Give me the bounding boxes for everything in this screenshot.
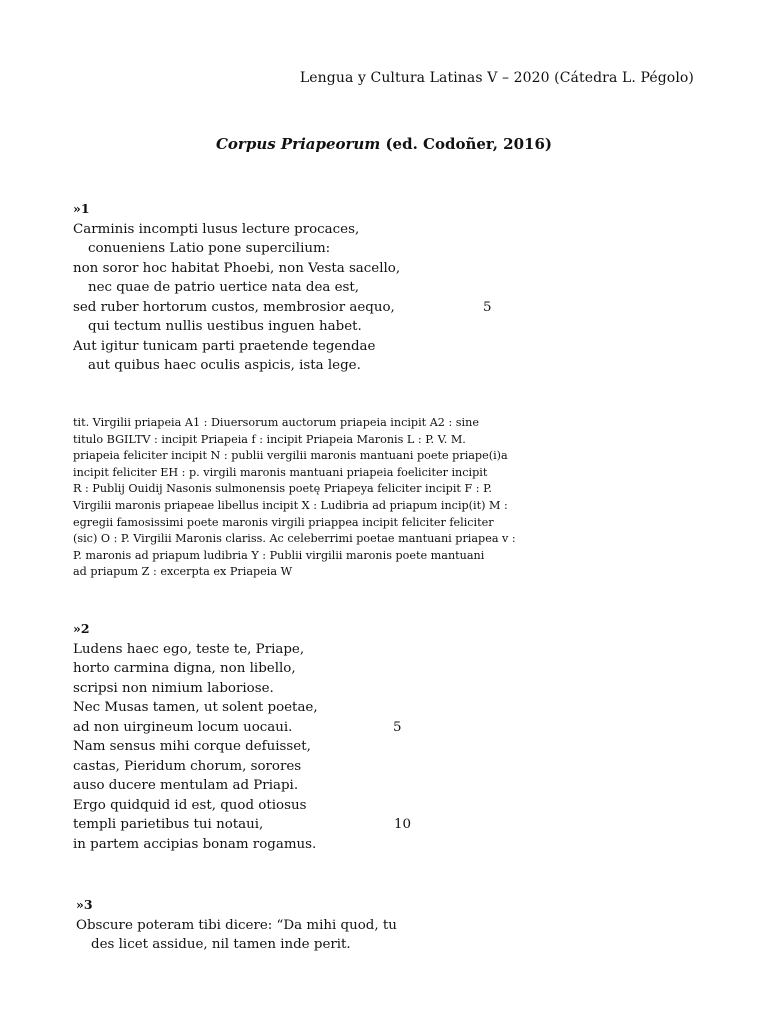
verse-text: horto carmina digna, non libello, — [73, 661, 296, 676]
apparatus-line: (sic) O : P. Virgilii Maronis clariss. Ac celeberrimi poetae mantuani priapea v : — [73, 532, 516, 546]
verse-text: qui tectum nullis uestibus inguen habet. — [88, 319, 362, 334]
verse-text: in partem accipias bonam rogamus. — [73, 836, 317, 852]
verse-line — [73, 679, 318, 699]
verse-line — [73, 835, 318, 855]
verse-line — [73, 659, 318, 679]
apparatus-line: R : Publij Ouidij Nasonis sulmonensis poetę Priapeya feliciter incipit F : P. — [73, 482, 492, 496]
verse-line — [73, 259, 400, 279]
poem-1 — [73, 199, 492, 376]
apparatus-line: titulo BGILTV : incipit Priapeia f : incipit Priapeia Maronis L : P. V. M. — [73, 432, 466, 446]
verse-line — [76, 916, 397, 936]
course-header: Lengua y Cultura Latinas V – 2020 (Cátedra L. Pégolo) — [299, 70, 694, 86]
apparatus-line: tit. Virgilii priapeia A1 : Diuersorum auctorum priapeia incipit A2 : sine — [73, 416, 479, 429]
poem-3 — [76, 895, 397, 955]
verse-text: Carminis incompti lusus lecture procaces, — [73, 221, 360, 237]
critical-apparatus — [73, 415, 533, 581]
verse-line — [73, 776, 318, 796]
verse-text: castas, Pieridum chorum, sorores — [73, 758, 302, 774]
verse-line — [73, 298, 492, 318]
verse-text: templi parietibus tui notaui, — [73, 817, 264, 832]
poem-2 — [73, 619, 412, 854]
verse-line — [73, 239, 400, 259]
poem-number: »2 — [73, 621, 90, 636]
verse-line — [73, 796, 318, 816]
line-number: 10 — [394, 817, 412, 832]
verse-line — [73, 317, 400, 337]
verse-line — [73, 757, 318, 777]
verse-text: auso ducere mentulam ad Priapi. — [73, 778, 299, 793]
verse-line — [73, 278, 400, 298]
apparatus-line: incipit feliciter EH : p. virgili maronis mantuani priapeia foeliciter incipit — [73, 465, 488, 479]
verse-text: Aut igitur tunicam parti praetende tegendae — [73, 338, 376, 354]
verse-line — [73, 220, 400, 240]
apparatus-line: priapeia feliciter incipit N : publii vergilii maronis mantuani poete priape(i)a — [73, 449, 508, 463]
verse-text: non soror hoc habitat Phoebi, non Vesta sacello, — [73, 260, 401, 276]
verse-text: nec quae de patrio uertice nata dea est, — [88, 280, 360, 295]
title-edition: (ed. Codoñer, 2016) — [380, 135, 553, 153]
apparatus-line: ad priapum Z : excerpta ex Priapeia W — [73, 565, 293, 579]
verse-line — [73, 815, 412, 835]
verse-text: aut quibus haec oculis aspicis, ista lege. — [88, 358, 361, 373]
poem-number: »3 — [76, 897, 93, 912]
verse-text: Nec Musas tamen, ut solent poetae, — [73, 700, 318, 715]
verse-line — [76, 935, 397, 955]
verse-line — [73, 698, 318, 718]
verse-line — [73, 356, 400, 376]
verse-text: scripsi non nimium laboriose. — [73, 680, 274, 696]
verse-text: Ergo quidquid id est, quod otiosus — [73, 797, 307, 813]
verse-text: sed ruber hortorum custos, membrosior aequo, — [73, 299, 395, 315]
verse-line — [73, 718, 402, 738]
verse-line — [73, 337, 400, 357]
title-work: Corpus Priapeorum — [215, 135, 381, 153]
verse-text: Ludens haec ego, teste te, Priape, — [73, 641, 305, 657]
verse-text: ad non uirgineum locum uocaui. — [73, 719, 293, 735]
apparatus-line: Virgilii maronis priapeae libellus incipit X : Ludibria ad priapum incip(it) M : — [73, 498, 508, 512]
apparatus-line: P. maronis ad priapum ludibria Y : Publii virgilii maronis poete mantuani — [73, 548, 485, 562]
line-number: 5 — [483, 299, 492, 315]
verse-line — [73, 640, 318, 660]
verse-text: des licet assidue, nil tamen inde perit. — [91, 937, 351, 952]
verse-line — [73, 737, 318, 757]
line-number: 5 — [393, 719, 402, 735]
verse-text: conueniens Latio pone supercilium: — [88, 241, 331, 256]
poem-number: »1 — [73, 201, 90, 216]
page-title — [0, 135, 768, 153]
verse-text: Obscure poteram tibi dicere: “Da mihi quod, tu — [76, 917, 397, 933]
verse-text: Nam sensus mihi corque defuisset, — [73, 739, 311, 754]
apparatus-line: egregii famosissimi poete maronis virgili priappea incipit feliciter feliciter — [73, 515, 494, 529]
